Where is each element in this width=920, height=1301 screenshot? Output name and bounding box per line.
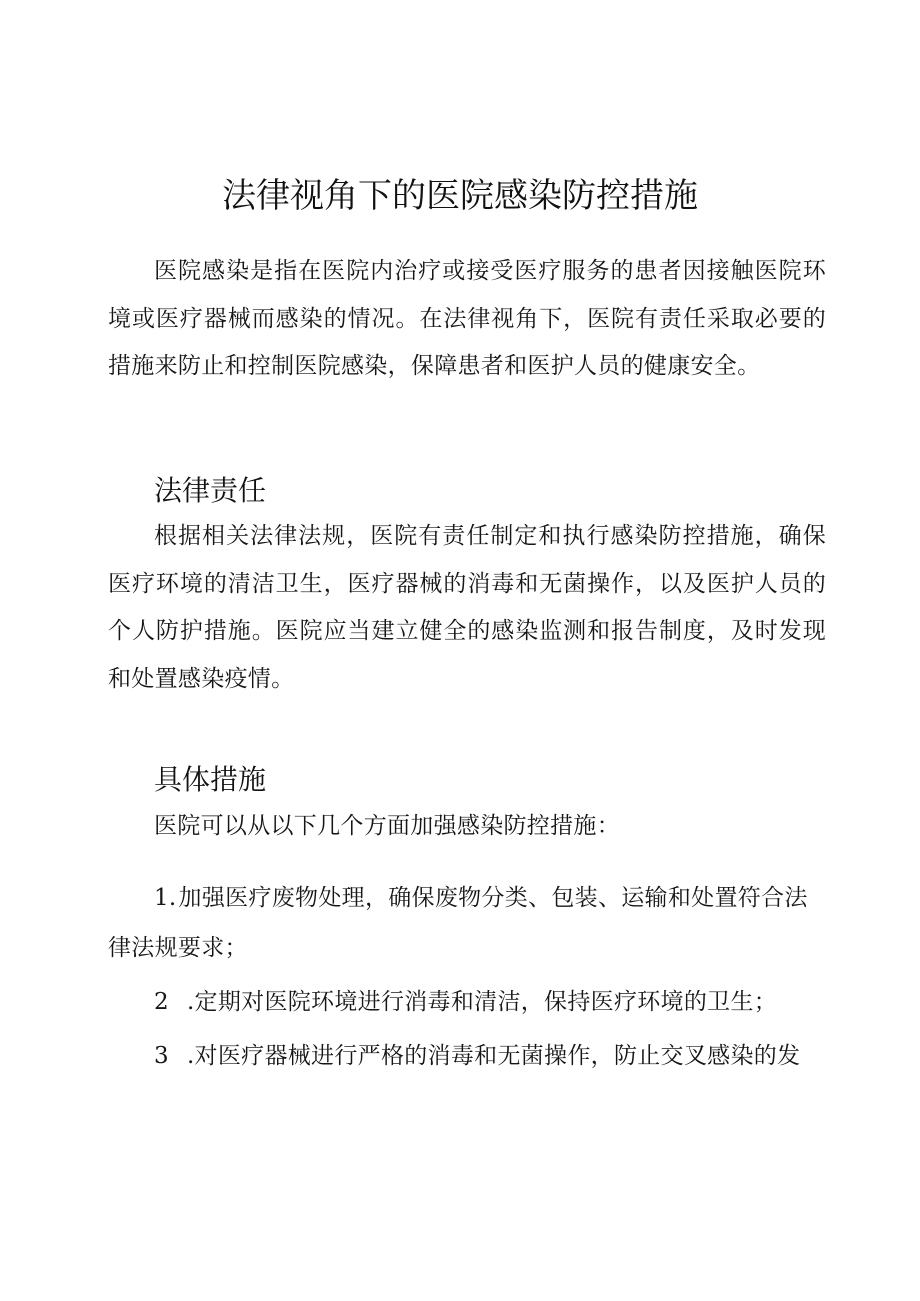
list-item-text: .对医疗器械进行严格的消毒和无菌操作，防止交叉感染的发 — [186, 1043, 801, 1069]
legal-responsibility-paragraph: 根据相关法律法规，医院有责任制定和执行感染防控措施，确保医疗环境的清洁卫生，医疗器械的消毒和无菌操作，以及医护人员的个人防护措施。医院应当建立健全的感染监测和报告制度，及时发现和处置感染疫情。 — [108, 523, 826, 692]
list-item — [108, 977, 826, 1027]
document-title: 法律视角下的医院感染防控措施 — [222, 176, 698, 216]
list-item-text: 加强医疗废物处理，确保废物分类、包装、运输和处置符合法律法规要求； — [108, 885, 808, 961]
list-item-number: 2 — [154, 989, 169, 1015]
section-heading-specific-measures: 具体措施 — [154, 763, 267, 796]
intro-paragraph: 医院感染是指在医院内治疗或接受医疗服务的患者因接触医院环境或医疗器械而感染的情况。在法律视角下，医院有责任采取必要的措施来防止和控制医院感染，保障患者和医护人员的健康安全。 — [108, 258, 826, 379]
list-item-number: 1. — [154, 885, 177, 911]
list-item — [108, 873, 826, 973]
list-item — [108, 1031, 826, 1081]
measures-lead-text: 医院可以从以下几个方面加强感染防控措施： — [154, 813, 620, 839]
list-item-text: .定期对医院环境进行消毒和清洁，保持医疗环境的卫生； — [186, 989, 778, 1015]
list-item-number: 3 — [154, 1043, 169, 1069]
section-heading-legal-responsibility: 法律责任 — [154, 474, 267, 507]
